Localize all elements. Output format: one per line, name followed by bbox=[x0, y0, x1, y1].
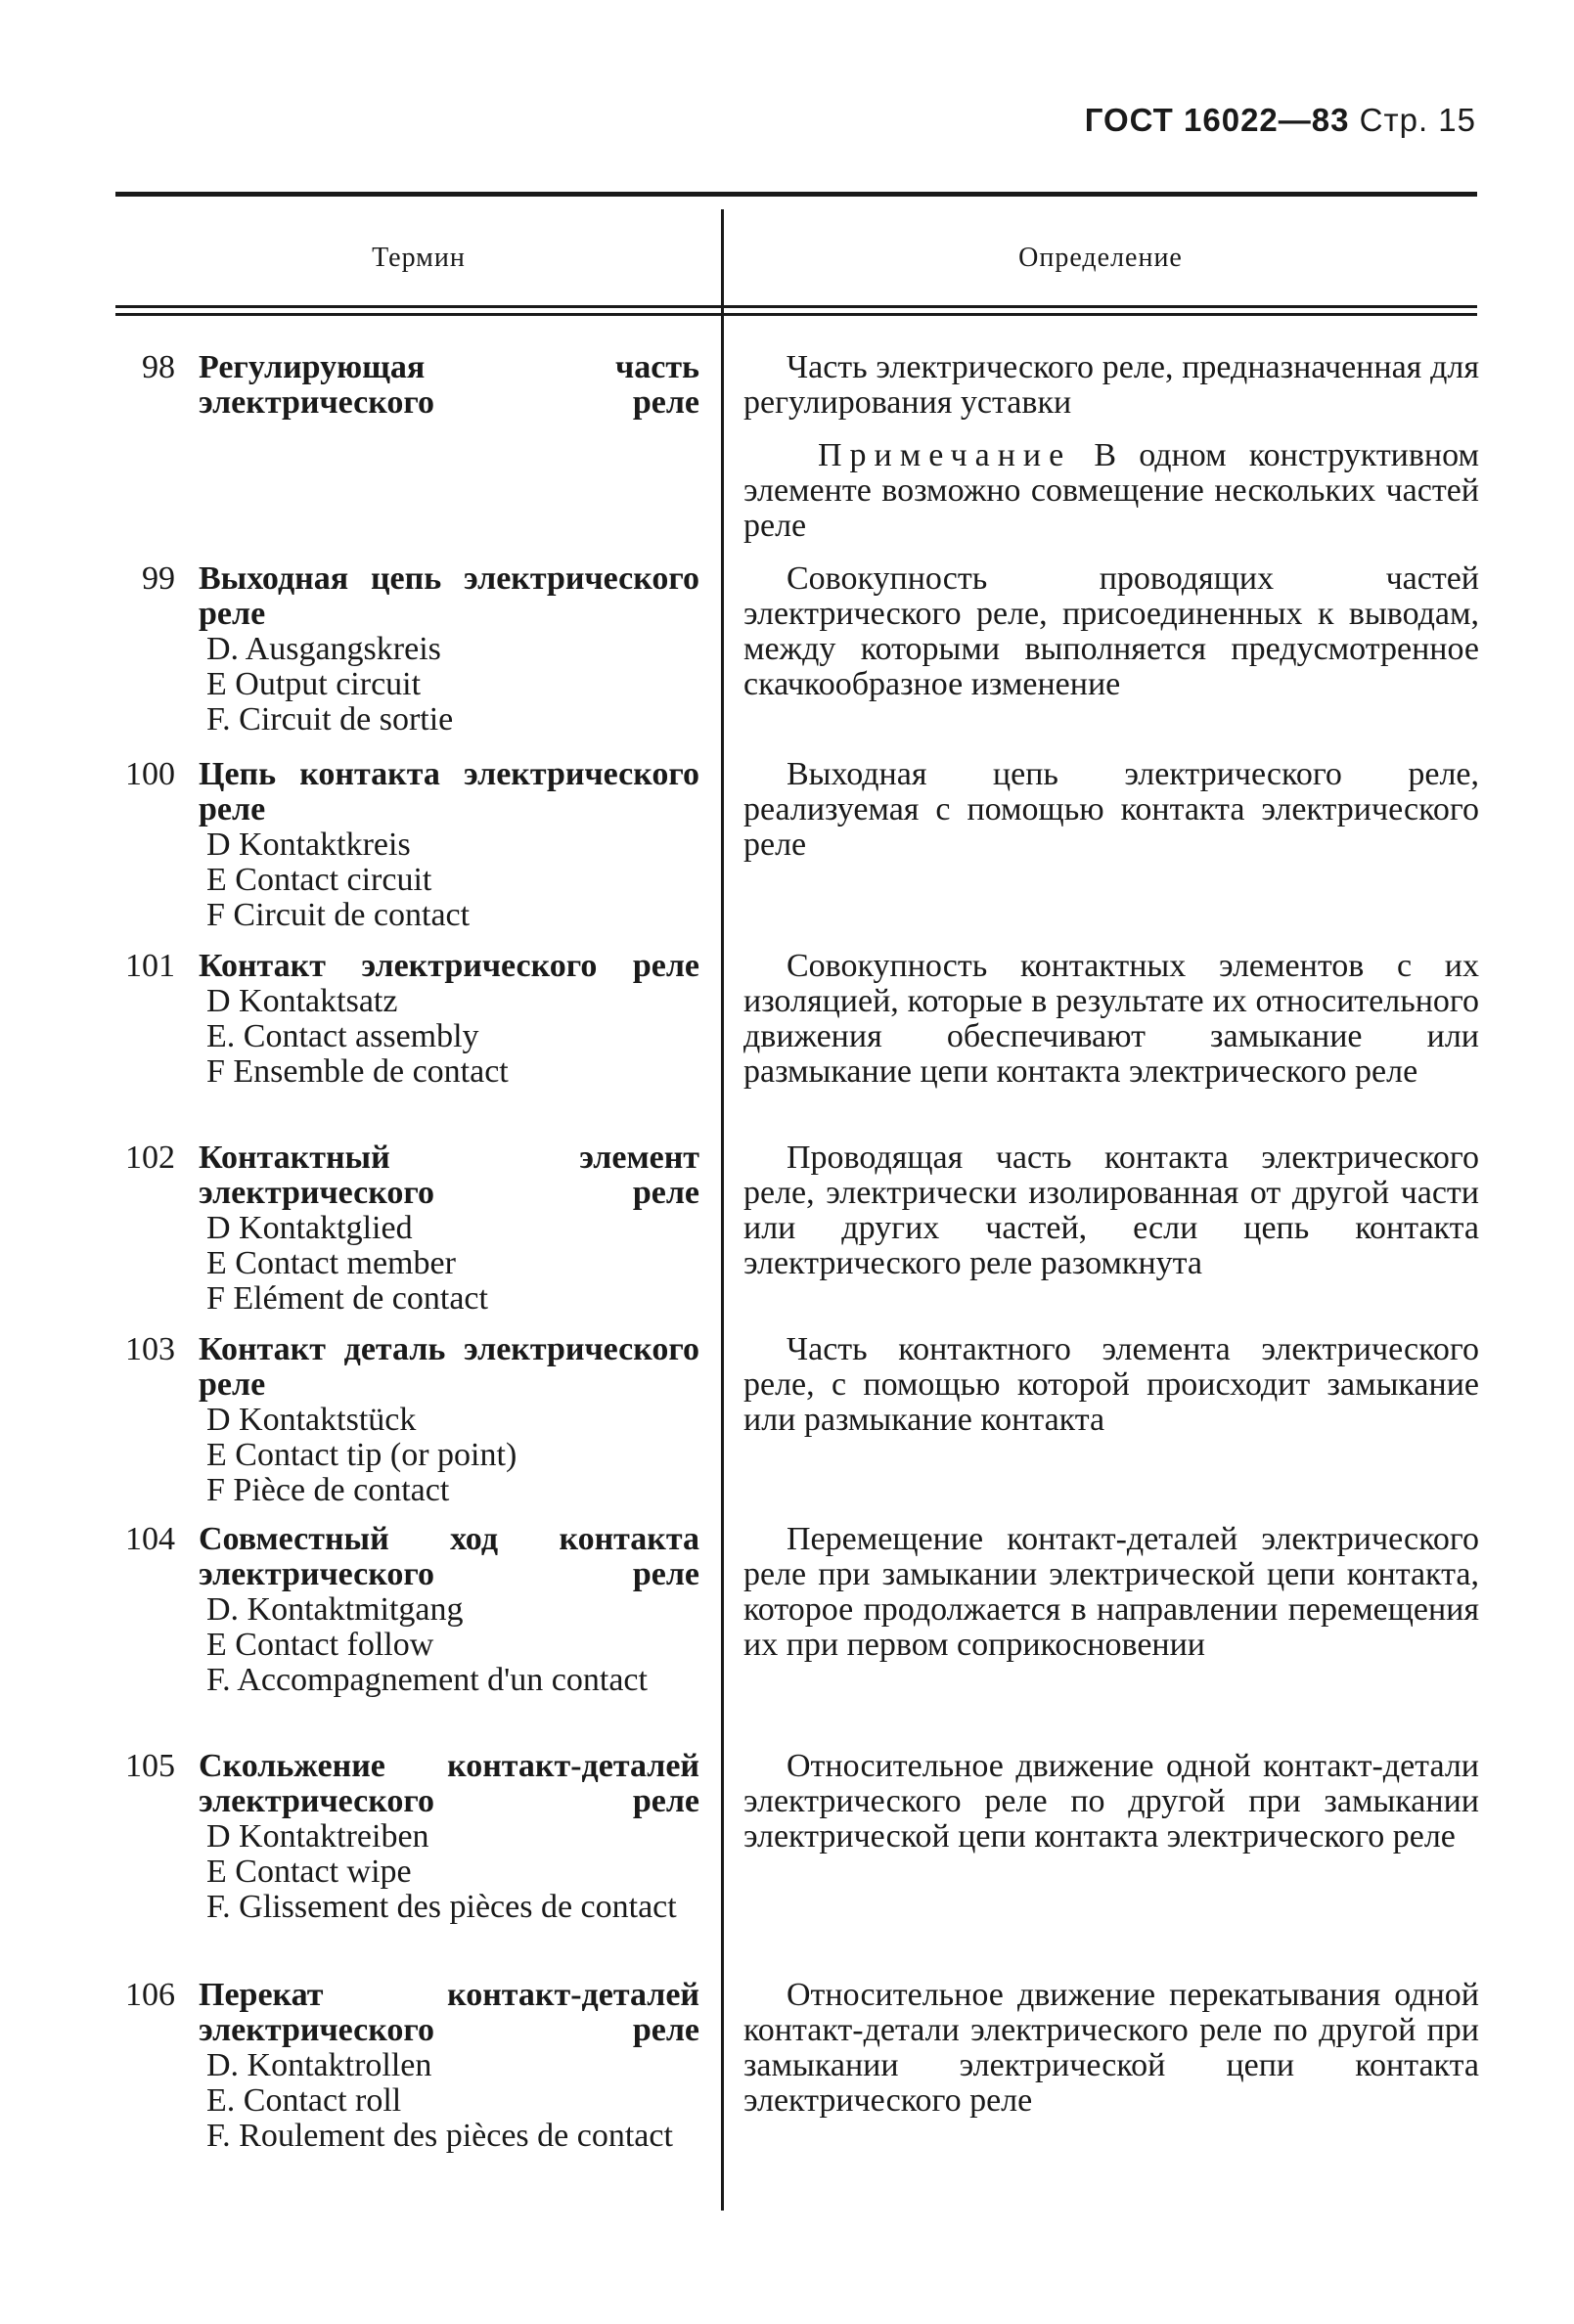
equivalent-fr: F. Accompagnement d'un contact bbox=[206, 1662, 648, 1698]
definition-100: Выходная цепь электрического реле, реализуемая с помощью контакта электрического реле bbox=[743, 756, 1479, 863]
equivalent-de: D. Kontaktmitgang bbox=[206, 1591, 464, 1628]
term-name: Контакт деталь электрического реле bbox=[199, 1331, 699, 1403]
page-header bbox=[1085, 102, 1476, 139]
definition-99: Совокупность проводящих частей электрического реле, присоединенных к выводам, между которыми выполняется предусмотренное скачкообразное изменение bbox=[743, 560, 1479, 702]
equivalent-fr: F Ensemble de contact bbox=[206, 1053, 509, 1090]
term-number: 105 bbox=[125, 1748, 175, 1784]
equivalent-en: E Contact tip (or point) bbox=[206, 1437, 517, 1473]
column-header-term: Термин bbox=[372, 243, 466, 273]
page-number: Стр. 15 bbox=[1359, 102, 1476, 138]
equivalent-de: D. Kontaktrollen bbox=[206, 2047, 432, 2083]
term-number: 100 bbox=[125, 756, 175, 792]
definition-98: Часть электрического реле, предназначенная для регулирования уставки bbox=[743, 349, 1479, 421]
term-number: 103 bbox=[125, 1331, 175, 1367]
equivalent-de: D Kontaktkreis bbox=[206, 827, 411, 863]
definition-103: Часть контактного элемента электрического реле, с помощью которой происходит замыкание или размыкание контакта bbox=[743, 1331, 1479, 1438]
term-number: 104 bbox=[125, 1521, 175, 1557]
note-label: Примечание bbox=[818, 437, 1072, 473]
equivalent-en: E. Contact assembly bbox=[206, 1018, 479, 1054]
term-row-99 bbox=[112, 561, 699, 737]
term-name: Скольжение контакт-деталей электрического реле bbox=[199, 1748, 699, 1819]
term-number: 101 bbox=[125, 948, 175, 984]
note-text: В одном конструктивном элементе возможно совмещение нескольких частей реле bbox=[743, 437, 1479, 544]
definition-106: Относительное движение перекатывания одной контакт-детали электрического реле по другой при замыкании электрической цепи контакта электрического реле bbox=[743, 1977, 1479, 2119]
term-name: Совместный ход контакта электрического реле bbox=[199, 1521, 699, 1592]
term-name: Контакт электрического реле bbox=[199, 948, 699, 984]
equivalent-fr: F. Roulement des pièces de contact bbox=[206, 2118, 673, 2154]
note-98 bbox=[743, 438, 1479, 544]
equivalent-fr: F. Circuit de sortie bbox=[206, 701, 454, 737]
term-row-106 bbox=[112, 1978, 699, 2154]
standard-code: ГОСТ 16022—83 bbox=[1084, 102, 1350, 138]
equivalent-fr: F. Glissement des pièces de contact bbox=[206, 1889, 677, 1925]
equivalent-fr: F Elément de contact bbox=[206, 1280, 488, 1317]
equivalent-de: D Kontaktreiben bbox=[206, 1818, 429, 1855]
top-rule bbox=[115, 192, 1477, 197]
term-row-98 bbox=[112, 350, 699, 421]
equivalent-de: D. Ausgangskreis bbox=[206, 631, 441, 667]
term-row-105 bbox=[112, 1749, 699, 1925]
column-divider bbox=[721, 209, 724, 2211]
definition-105: Относительное движение одной контакт-детали электрического реле по другой при замыкании электрической цепи контакта электрического реле bbox=[743, 1748, 1479, 1855]
term-row-104 bbox=[112, 1522, 699, 1698]
term-number: 102 bbox=[125, 1140, 175, 1176]
equivalent-de: D Kontaktsatz bbox=[206, 983, 398, 1019]
term-row-103 bbox=[112, 1332, 699, 1508]
equivalent-en: E Contact wipe bbox=[206, 1854, 412, 1890]
header-rule-lower bbox=[115, 313, 1477, 316]
equivalent-fr: F Circuit de contact bbox=[206, 897, 471, 933]
term-number: 98 bbox=[142, 349, 175, 385]
equivalent-de: D Kontaktstück bbox=[206, 1402, 417, 1438]
equivalent-en: E Contact member bbox=[206, 1245, 456, 1281]
equivalent-en: E Output circuit bbox=[206, 666, 422, 702]
equivalent-en: E. Contact roll bbox=[206, 2082, 402, 2119]
term-name: Цепь контакта электрического реле bbox=[199, 756, 699, 827]
definition-101: Совокупность контактных элементов с их изоляцией, которые в результате их относительного движения обеспечивают замыкание или размыкание цепи контакта электрического реле bbox=[743, 948, 1479, 1090]
header-rule-upper bbox=[115, 305, 1477, 308]
term-row-102 bbox=[112, 1140, 699, 1317]
equivalent-en: E Contact circuit bbox=[206, 862, 432, 898]
column-header-definition: Определение bbox=[1018, 243, 1183, 273]
equivalent-fr: F Pièce de contact bbox=[206, 1472, 450, 1508]
definition-104: Перемещение контакт-деталей электрического реле при замыкании электрической цепи контакта, которое продолжается в направлении перемещения их при первом соприкосновении bbox=[743, 1521, 1479, 1663]
term-row-101 bbox=[112, 949, 699, 1090]
definition-102: Проводящая часть контакта электрического реле, электрически изолированная от другой части или других частей, если цепь контакта электрического реле разомкнута bbox=[743, 1140, 1479, 1281]
term-number: 99 bbox=[142, 560, 175, 597]
term-name: Перекат контакт-деталей электрического реле bbox=[199, 1977, 699, 2048]
equivalent-de: D Kontaktglied bbox=[206, 1210, 413, 1246]
term-name: Выходная цепь электрического реле bbox=[199, 560, 699, 632]
term-number: 106 bbox=[125, 1977, 175, 2013]
term-name: Регулирующая часть электрического реле bbox=[199, 349, 699, 421]
term-name: Контактный элемент электрического реле bbox=[199, 1140, 699, 1211]
equivalent-en: E Contact follow bbox=[206, 1627, 434, 1663]
term-row-100 bbox=[112, 757, 699, 933]
